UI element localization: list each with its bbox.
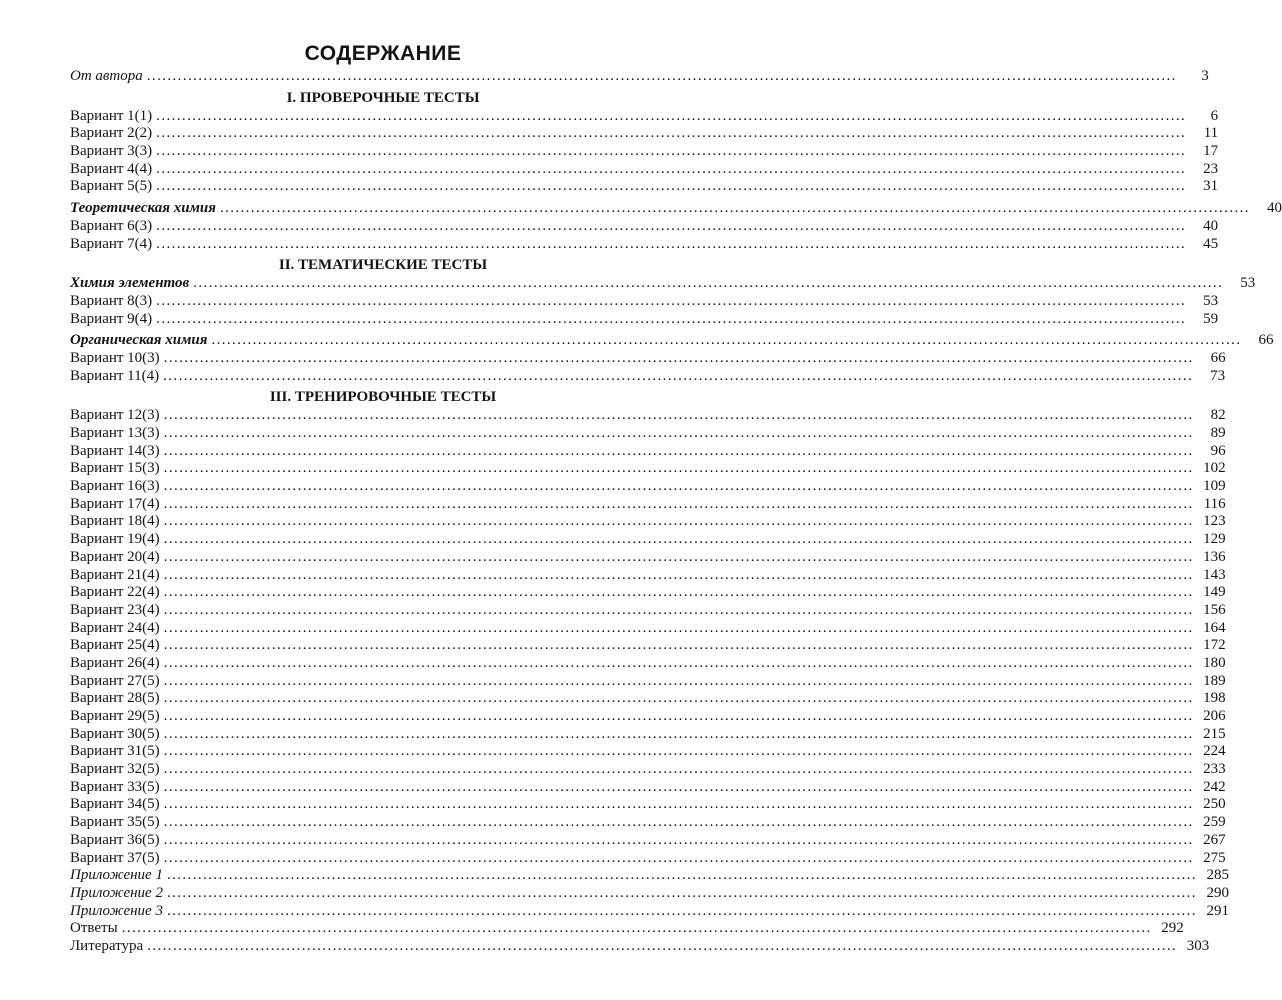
toc-entry[interactable] (70, 548, 1226, 567)
section-heading: III. ТРЕНИРОВОЧНЫЕ ТЕСТЫ (269, 389, 497, 406)
toc-entry-label: Вариант 17(4) (70, 495, 160, 512)
toc-entry-label: Вариант 19(4) (70, 531, 160, 548)
toc-entry-label: Вариант 13(3) (70, 425, 160, 441)
toc-entry[interactable] (70, 831, 1226, 850)
toc-entry[interactable] (70, 160, 1219, 179)
toc-entry[interactable] (70, 107, 1219, 126)
toc-entry-page-number: 290 (1206, 884, 1229, 901)
toc-entry-page-number: 96 (1210, 442, 1226, 459)
toc-entry-page-number: 292 (1161, 920, 1184, 937)
toc-entry-label: От автора (70, 68, 143, 84)
dot-leader: ........................................................................................................................................................................................................ (163, 708, 1194, 724)
toc-entry-label: Вариант 26(4) (70, 654, 160, 671)
dot-leader: ........................................................................................................................................................................................................ (219, 200, 1250, 217)
toc-entry-page-number: 11 (1203, 125, 1219, 142)
dot-leader: ........................................................................................................................................................................................................ (163, 637, 1194, 654)
toc-entry-label: Вариант 21(4) (70, 566, 160, 583)
toc-entry-label: Вариант 1(1) (70, 107, 153, 124)
dot-leader: ........................................................................................................................................................................................................ (211, 332, 1242, 349)
page-title: СОДЕРЖАНИЕ (304, 42, 462, 65)
toc-entry-page-number: 102 (1203, 460, 1226, 477)
toc-entry-page-number: 189 (1203, 672, 1226, 689)
toc-list (70, 68, 1282, 956)
toc-entry-page-number: 259 (1203, 814, 1226, 831)
toc-entry-label: Вариант 37(5) (70, 849, 160, 866)
toc-entry-page-number: 198 (1203, 690, 1226, 707)
dot-leader: ........................................................................................................................................................................................................ (163, 761, 1194, 778)
toc-entry-label: Вариант 28(5) (70, 690, 160, 707)
toc-entry-label: Органическая химия (70, 332, 208, 349)
section-heading: II. ТЕМАТИЧЕСКИЕ ТЕСТЫ (278, 257, 488, 274)
toc-entry[interactable] (70, 796, 1226, 814)
dot-leader: ........................................................................................................................................................................................................ (156, 310, 1187, 327)
dot-leader: ........................................................................................................................................................................................................ (156, 235, 1187, 252)
toc-entry-page-number: 116 (1203, 495, 1226, 512)
toc-entry-page-number: 17 (1203, 143, 1219, 160)
dot-leader: ........................................................................................................................................................................................................ (193, 275, 1224, 292)
dot-leader: ........................................................................................................................................................................................................ (147, 937, 1178, 954)
toc-entry-page-number: 3 (1201, 68, 1209, 84)
toc-entry-page-number: 59 (1203, 310, 1219, 327)
toc-entry-label: Вариант 15(3) (70, 460, 160, 477)
toc-entry[interactable] (70, 407, 1226, 425)
toc-entry-page-number: 206 (1203, 708, 1226, 724)
toc-entry-label: Вариант 14(3) (70, 442, 160, 459)
toc-entry-label: Вариант 8(3) (70, 292, 153, 309)
toc-entry[interactable] (70, 672, 1226, 691)
toc-entry[interactable] (70, 68, 1209, 86)
toc-entry-page-number: 136 (1203, 548, 1226, 565)
toc-entry[interactable] (70, 654, 1226, 673)
toc-entry-page-number: 143 (1203, 566, 1226, 583)
toc-entry[interactable] (70, 310, 1219, 329)
toc-entry[interactable] (70, 761, 1226, 779)
dot-leader: ........................................................................................................................................................................................................ (163, 407, 1194, 424)
toc-entry-label: Вариант 18(4) (70, 513, 160, 530)
toc-entry-label: Приложение 2 (70, 884, 163, 901)
dot-leader: ........................................................................................................................................................................................................ (156, 160, 1187, 177)
toc-entry-label: Вариант 20(4) (70, 548, 160, 565)
toc-entry-label: Вариант 36(5) (70, 831, 160, 848)
toc-entry-label: Вариант 34(5) (70, 796, 160, 813)
dot-leader: ........................................................................................................................................................................................................ (163, 584, 1194, 601)
toc-entry[interactable] (70, 708, 1226, 726)
toc-entry-page-number: 215 (1203, 725, 1226, 742)
toc-entry-label: Вариант 29(5) (70, 708, 160, 724)
toc-entry[interactable] (70, 349, 1226, 368)
toc-entry[interactable] (70, 367, 1226, 386)
toc-entry-label: Вариант 30(5) (70, 725, 160, 742)
toc-entry-label: Вариант 10(3) (70, 349, 160, 366)
toc-entry-page-number: 6 (1210, 107, 1219, 124)
toc-entry-label: Вариант 25(4) (70, 637, 160, 654)
toc-entry-page-number: 109 (1203, 478, 1226, 495)
dot-leader: ........................................................................................................................................................................................................ (166, 902, 1197, 919)
toc-entry-page-number: 291 (1206, 902, 1229, 919)
toc-entry-page-number: 180 (1203, 654, 1226, 671)
dot-leader: ........................................................................................................................................................................................................ (163, 566, 1194, 583)
toc-entry[interactable] (70, 920, 1184, 938)
toc-entry[interactable] (70, 143, 1219, 161)
dot-leader: ........................................................................................................................................................................................................ (163, 460, 1194, 477)
toc-entry-label: Вариант 7(4) (70, 235, 153, 252)
dot-leader: ........................................................................................................................................................................................................ (163, 725, 1194, 742)
dot-leader: ........................................................................................................................................................................................................ (166, 884, 1197, 901)
dot-leader: ........................................................................................................................................................................................................ (163, 349, 1194, 366)
dot-leader: ........................................................................................................................................................................................................ (163, 796, 1194, 813)
dot-leader: ........................................................................................................................................................................................................ (163, 619, 1194, 636)
toc-entry-label: Вариант 35(5) (70, 814, 160, 831)
toc-entry-page-number: 45 (1203, 235, 1219, 252)
toc-entry[interactable] (70, 442, 1226, 461)
toc-entry-page-number: 224 (1203, 743, 1226, 760)
toc-entry[interactable] (70, 778, 1226, 797)
dot-leader: ........................................................................................................................................................................................................ (163, 778, 1194, 795)
toc-entry-page-number: 129 (1203, 531, 1226, 548)
dot-leader: ........................................................................................................................................................................................................ (156, 143, 1187, 160)
toc-entry-label: Приложение 3 (70, 902, 163, 919)
toc-entry-page-number: 267 (1203, 831, 1226, 848)
toc-entry-page-number: 242 (1203, 778, 1226, 795)
toc-entry[interactable] (70, 478, 1226, 496)
toc-entry-page-number: 233 (1203, 761, 1226, 778)
toc-entry[interactable] (70, 217, 1219, 236)
dot-leader: ........................................................................................................................................................................................................ (163, 831, 1194, 848)
toc-entry-page-number: 172 (1203, 637, 1226, 654)
toc-entry[interactable] (70, 884, 1229, 903)
toc-entry[interactable] (70, 743, 1226, 761)
toc-entry[interactable] (70, 725, 1226, 744)
toc-entry-page-number: 275 (1203, 849, 1226, 866)
dot-leader: ........................................................................................................................................................................................................ (146, 68, 1177, 84)
dot-leader: ........................................................................................................................................................................................................ (163, 442, 1194, 459)
toc-entry-page-number: 40 (1203, 217, 1219, 234)
toc-entry-page-number: 156 (1203, 601, 1226, 618)
toc-entry[interactable] (70, 332, 1274, 350)
toc-entry-label: Ответы (70, 920, 118, 937)
toc-entry[interactable] (70, 125, 1219, 143)
toc-entry[interactable] (70, 566, 1226, 585)
toc-entry-page-number: 285 (1206, 867, 1229, 884)
toc-entry[interactable] (70, 531, 1226, 549)
toc-entry[interactable] (70, 275, 1256, 293)
dot-leader: ........................................................................................................................................................................................................ (163, 849, 1194, 866)
toc-entry[interactable] (70, 235, 1219, 254)
toc-entry-label: Приложение 1 (70, 867, 163, 884)
toc-entry[interactable] (70, 849, 1226, 868)
toc-entry-label: Вариант 3(3) (70, 143, 153, 160)
toc-entry[interactable] (70, 601, 1226, 620)
toc-entry-label: Химия элементов (70, 275, 190, 292)
dot-leader: ........................................................................................................................................................................................................ (163, 513, 1194, 530)
toc-entry-label: Вариант 31(5) (70, 743, 160, 760)
toc-entry-page-number: 82 (1210, 407, 1226, 424)
toc-entry-label: Литература (70, 937, 144, 954)
toc-entry[interactable] (70, 292, 1219, 311)
dot-leader: ........................................................................................................................................................................................................ (163, 743, 1194, 760)
toc-entry-page-number: 66 (1210, 349, 1226, 366)
toc-entry-page-number: 66 (1258, 332, 1274, 349)
toc-entry-label: Вариант 33(5) (70, 778, 160, 795)
toc-entry-label: Вариант 32(5) (70, 761, 160, 778)
dot-leader: ........................................................................................................................................................................................................ (121, 920, 1152, 937)
toc-entry[interactable] (70, 584, 1226, 602)
dot-leader: ........................................................................................................................................................................................................ (163, 690, 1194, 707)
toc-entry-label: Вариант 16(3) (70, 478, 160, 495)
toc-entry-label: Вариант 12(3) (70, 407, 160, 424)
section-heading: I. ПРОВЕРОЧНЫЕ ТЕСТЫ (286, 89, 480, 106)
toc-entry-page-number: 73 (1210, 367, 1226, 384)
toc-entry-label: Теоретическая химия (70, 200, 216, 217)
dot-leader: ........................................................................................................................................................................................................ (156, 107, 1187, 124)
toc-entry-label: Вариант 27(5) (70, 672, 160, 689)
dot-leader: ........................................................................................................................................................................................................ (156, 217, 1187, 234)
toc-entry[interactable] (70, 460, 1226, 478)
dot-leader: ........................................................................................................................................................................................................ (163, 601, 1194, 618)
toc-entry-page-number: 149 (1203, 584, 1226, 601)
toc-entry-label: Вариант 23(4) (70, 601, 160, 618)
toc-entry-label: Вариант 9(4) (70, 310, 153, 327)
toc-entry-label: Вариант 11(4) (70, 367, 160, 384)
toc-entry[interactable] (70, 513, 1226, 531)
toc-entry[interactable] (70, 814, 1226, 832)
toc-entry-page-number: 89 (1210, 425, 1226, 441)
dot-leader: ........................................................................................................................................................................................................ (156, 292, 1187, 309)
toc-entry-label: Вариант 5(5) (70, 178, 153, 195)
dot-leader: ........................................................................................................................................................................................................ (163, 548, 1194, 565)
toc-entry-label: Вариант 2(2) (70, 125, 153, 142)
toc-entry-page-number: 250 (1203, 796, 1226, 813)
dot-leader: ........................................................................................................................................................................................................ (156, 125, 1187, 142)
dot-leader: ........................................................................................................................................................................................................ (163, 478, 1194, 495)
dot-leader: ........................................................................................................................................................................................................ (163, 367, 1194, 384)
toc-entry-page-number: 303 (1186, 937, 1210, 954)
dot-leader: ........................................................................................................................................................................................................ (163, 672, 1194, 689)
toc-entry[interactable] (70, 690, 1226, 708)
dot-leader: ........................................................................................................................................................................................................ (163, 814, 1194, 831)
toc-entry[interactable] (70, 902, 1229, 921)
toc-entry-page-number: 53 (1240, 275, 1256, 292)
dot-leader: ........................................................................................................................................................................................................ (163, 495, 1194, 512)
toc-entry-page-number: 40 (1266, 200, 1282, 217)
toc-entry[interactable] (70, 495, 1226, 514)
toc-entry-page-number: 164 (1203, 619, 1226, 636)
dot-leader: ........................................................................................................................................................................................................ (163, 531, 1194, 548)
toc-entry[interactable] (70, 619, 1226, 638)
toc-entry-label: Вариант 6(3) (70, 217, 153, 234)
toc-entry[interactable] (70, 425, 1226, 443)
toc-entry-page-number: 23 (1203, 160, 1219, 177)
dot-leader: ........................................................................................................................................................................................................ (163, 425, 1194, 441)
toc-entry-page-number: 53 (1203, 292, 1219, 309)
toc-entry[interactable] (70, 200, 1282, 218)
toc-entry[interactable] (70, 178, 1219, 196)
toc-entry-page-number: 123 (1203, 513, 1226, 530)
dot-leader: ........................................................................................................................................................................................................ (156, 178, 1187, 195)
dot-leader: ........................................................................................................................................................................................................ (163, 654, 1194, 671)
toc-entry[interactable] (70, 637, 1226, 655)
toc-entry[interactable] (70, 867, 1229, 885)
toc-entry-label: Вариант 4(4) (70, 160, 153, 177)
toc-entry-label: Вариант 24(4) (70, 619, 160, 636)
toc-page (70, 40, 1282, 956)
toc-entry-page-number: 31 (1203, 178, 1219, 195)
dot-leader: ........................................................................................................................................................................................................ (166, 867, 1197, 884)
toc-entry[interactable] (70, 937, 1210, 956)
toc-entry-label: Вариант 22(4) (70, 584, 160, 601)
